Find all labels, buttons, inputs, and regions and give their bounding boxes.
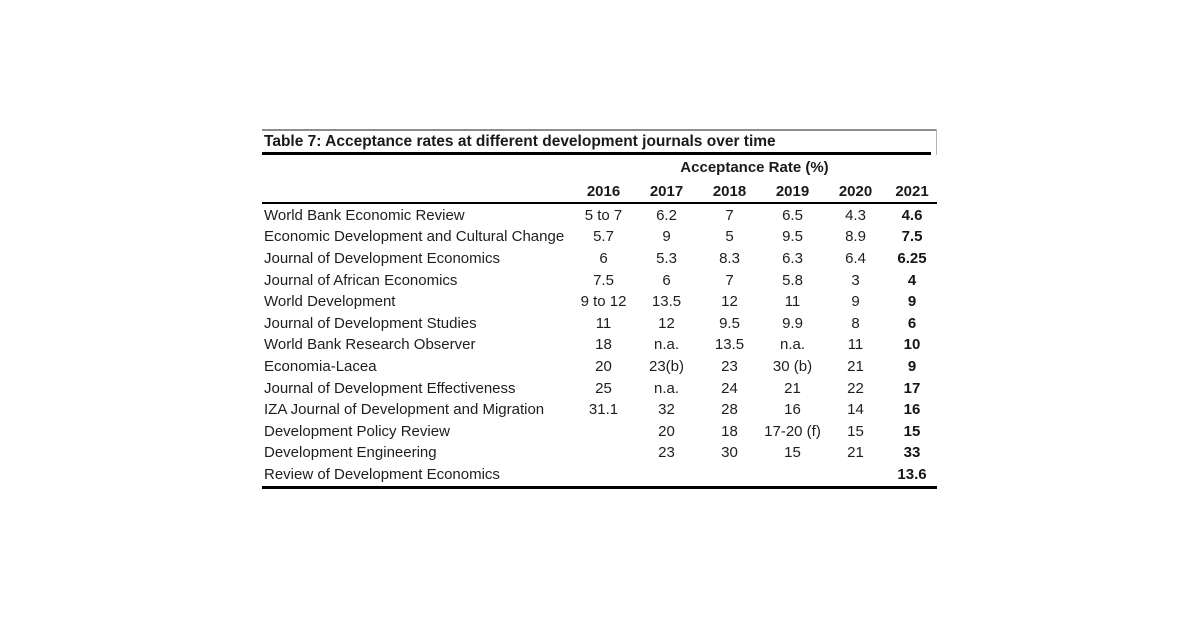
rate-cell: 3 [851,271,860,289]
rate-cell: 6 [907,314,917,332]
rate-cell: 24 [721,379,738,397]
rate-cell: 22 [847,379,864,397]
rate-cell: 21 [784,379,801,397]
journal-name-cell: Development Policy Review [264,422,450,440]
rate-cell: 28 [721,401,738,419]
rate-cell: 5 [725,228,734,246]
table-row [262,420,937,442]
rate-cell: 6.2 [656,206,677,224]
column-group-header-row [262,155,937,181]
table-row [262,291,937,313]
journal-name-cell: Review of Development Economics [264,465,500,483]
table-row [262,248,937,270]
rate-cell: 21 [847,444,864,462]
rate-cell: 7 [725,206,734,224]
rate-cell: 8.9 [845,228,866,246]
rate-cell: 11 [784,293,801,311]
rate-cell: 5.8 [782,271,803,289]
acceptance-rates-table [262,129,937,489]
year-header-2018: 2018 [712,182,747,200]
rate-cell: 16 [784,401,801,419]
rate-cell: 6.25 [897,249,927,267]
table-row [262,356,937,378]
rate-cell: 18 [721,422,738,440]
rate-cell: n.a. [779,336,806,354]
rate-cell: 6 [599,249,608,267]
table-row [262,442,937,464]
journal-name-cell: Development Engineering [264,444,437,462]
rate-cell: 16 [903,401,921,419]
rate-cell: 20 [595,357,612,375]
rate-cell: 7 [725,271,734,289]
rate-cell: 9 [851,293,860,311]
year-header-row [262,181,937,204]
rate-cell: 10 [903,336,921,354]
rate-cell: 6 [662,271,671,289]
rate-cell: 23(b) [648,357,685,375]
corner-artifact-strip [936,129,938,155]
rate-cell: 6.5 [782,206,803,224]
rate-cell: 9 [907,357,917,375]
rate-cell: 5 to 7 [584,206,623,224]
table-row [262,312,937,334]
year-header-2019: 2019 [775,182,810,200]
rate-cell: 14 [847,401,864,419]
rate-cell: 31.1 [588,401,619,419]
rate-cell: 9.5 [719,314,740,332]
table-row [262,226,937,248]
rate-cell: 8 [851,314,860,332]
table-row [262,269,937,291]
table-row [262,377,937,399]
rate-cell: 32 [658,401,675,419]
rate-cell: 13.5 [651,293,682,311]
rate-cell: 12 [658,314,675,332]
year-header-2016: 2016 [586,182,621,200]
rate-cell: 33 [903,444,921,462]
rate-cell: 12 [721,293,738,311]
rate-cell: 13.6 [897,465,927,483]
journal-name-cell: World Bank Research Observer [264,336,476,354]
rate-cell: 13.5 [714,336,745,354]
rate-cell: 15 [903,422,921,440]
rate-cell: 4 [907,271,917,289]
rate-cell: 8.3 [719,249,740,267]
column-group-label: Acceptance Rate (%) [680,159,829,176]
rate-cell: 23 [658,444,675,462]
rate-cell: 5.3 [656,249,677,267]
rate-cell: 9.5 [782,228,803,246]
table-row [262,399,937,421]
table-row [262,464,937,486]
rate-cell: 4.6 [901,206,923,224]
table-body [262,204,937,490]
table-row [262,205,937,227]
rate-cell: 11 [847,336,864,354]
rate-cell: 5.7 [593,228,614,246]
rate-cell: 15 [784,444,801,462]
rate-cell: 21 [847,357,864,375]
rate-cell: 9.9 [782,314,803,332]
rate-cell: 30 [721,444,738,462]
year-header-2020: 2020 [838,182,873,200]
table-row [262,334,937,356]
rate-cell: 9 [907,293,917,311]
year-header-2021: 2021 [895,182,929,200]
journal-name-cell: Journal of African Economics [264,271,458,289]
year-header-2017: 2017 [649,182,684,200]
table-title: Table 7: Acceptance rates at different development journals over time [262,131,931,155]
journal-name-cell: Journal of Development Economics [264,249,500,267]
rate-cell: 6.3 [782,249,803,267]
rate-cell: 9 [662,228,671,246]
journal-name-cell: World Bank Economic Review [264,206,465,224]
rate-cell: n.a. [653,336,680,354]
table-top-rule [262,129,937,131]
rate-cell: 7.5 [593,271,614,289]
rate-cell: 15 [847,422,864,440]
rate-cell: 23 [721,357,738,375]
journal-name-cell: Journal of Development Studies [264,314,477,332]
rate-cell: 18 [595,336,612,354]
rate-cell: 17-20 (f) [764,422,821,440]
rate-cell: 4.3 [845,206,866,224]
journal-name-cell: Economia-Lacea [264,357,377,375]
journal-name-cell: IZA Journal of Development and Migration [264,401,545,419]
rate-cell: 20 [658,422,675,440]
rate-cell: 11 [595,314,612,332]
journal-name-cell: World Development [264,293,396,311]
rate-cell: 25 [595,379,612,397]
rate-cell: 9 to 12 [580,293,627,311]
journal-name-cell: Economic Development and Cultural Change [264,228,565,246]
rate-cell: 7.5 [901,228,923,246]
rate-cell: 30 (b) [772,357,813,375]
journal-name-cell: Journal of Development Effectiveness [264,379,516,397]
rate-cell: 17 [903,379,921,397]
rate-cell: 6.4 [845,249,866,267]
rate-cell: n.a. [653,379,680,397]
